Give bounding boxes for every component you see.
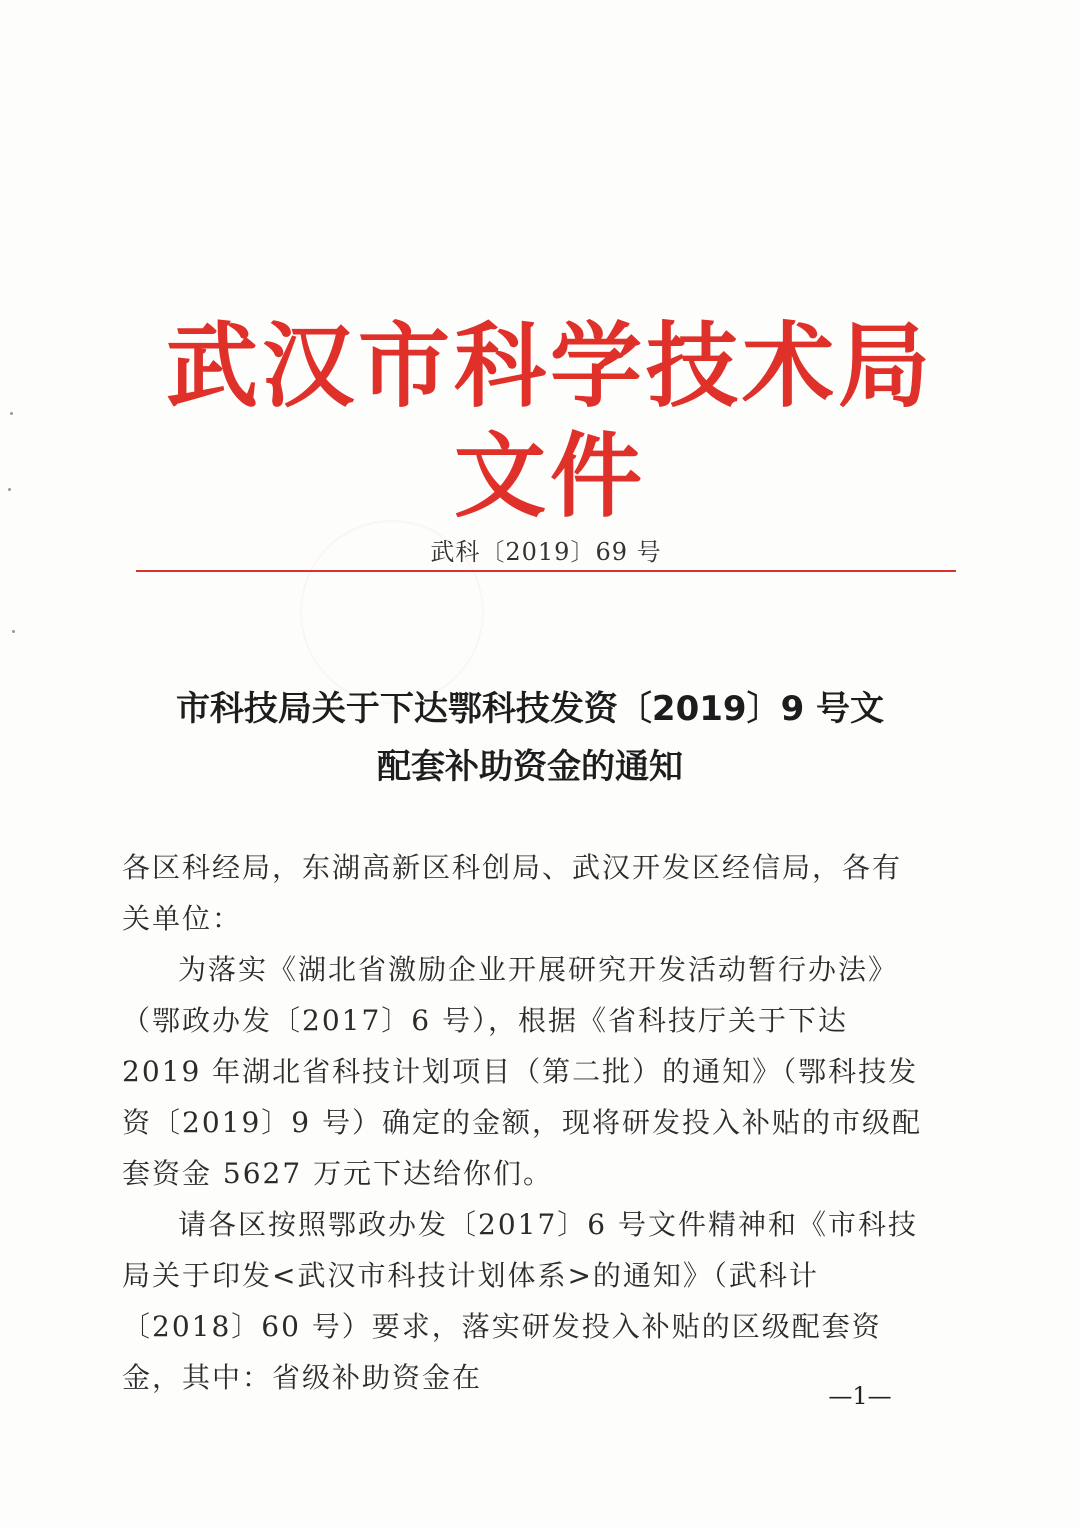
page-number: —1—: [828, 1382, 892, 1410]
scan-speck: [8, 488, 11, 491]
scan-speck: [12, 630, 15, 633]
agency-header-title: 武汉市科学技术局文件: [165, 313, 934, 531]
body-paragraph-1: 为落实《湖北省激励企业开展研究开发活动暂行办法》（鄂政办发〔2017〕6 号），根据《省科技厅关于下达 2019 年湖北省科技计划项目（第二批）的通知》（鄂科技发资〔2019〕9 号）确定的金额，现将研发投入补贴的市级配套资金 5627 万元下达给你们。: [122, 953, 922, 1190]
document-number: 武科〔2019〕69 号: [430, 538, 662, 566]
document-body: [122, 842, 922, 1403]
title-line-1: 市科技局关于下达鄂科技发资〔2019〕9 号文: [175, 689, 885, 729]
scan-speck: [10, 412, 13, 415]
header-divider: [136, 570, 956, 572]
document-title: [120, 680, 940, 796]
body-paragraph-2: 请各区按照鄂政办发〔2017〕6 号文件精神和《市科技局关于印发<武汉市科技计划体系>的通知》（武科计〔2018〕60 号）要求，落实研发投入补贴的区级配套资金，其中：省级补助资金在: [122, 1208, 918, 1394]
title-line-2: 配套补助资金的通知: [377, 747, 683, 787]
recipients-line: 各区科经局，东湖高新区科创局、武汉开发区经信局，各有关单位：: [122, 851, 903, 935]
